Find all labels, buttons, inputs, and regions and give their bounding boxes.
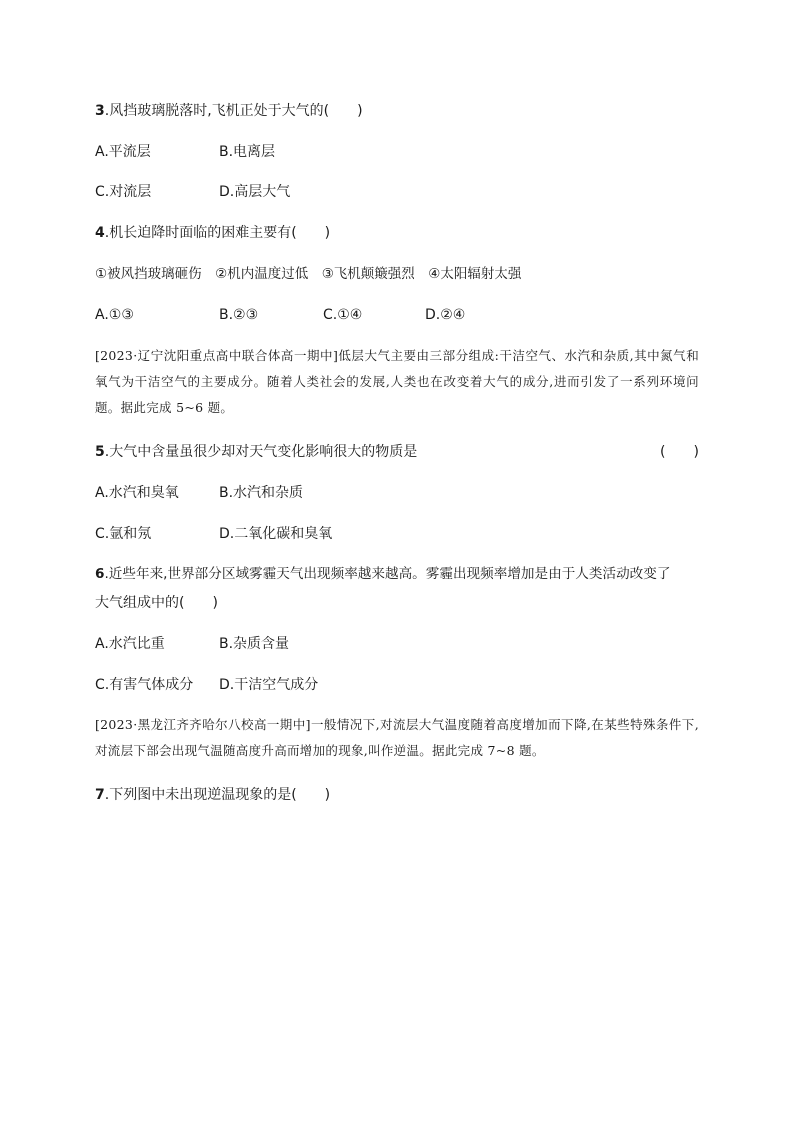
- q6-option-a: A.水汽比重: [95, 636, 165, 652]
- material-note-5-6: [2023·辽宁沈阳重点高中联合体高一期中]低层大气主要由三部分组成:干洁空气、水汽和杂质,其中氮气和氧气为干洁空气的主要成分。随着人类社会的发展,人类也在改变着大气的成分,进而引发了一系列环境问题。据此完成 5~6 题。: [95, 348, 699, 415]
- q4-option-d: D.②④: [425, 307, 466, 323]
- q4-option-a: A.①③: [95, 307, 134, 323]
- q4-option-c: C.①④: [323, 307, 363, 323]
- question-3-number: 3: [95, 103, 105, 119]
- q3-option-a: A.平流层: [95, 144, 151, 160]
- question-6-text-line2: 大气组成中的( ): [95, 595, 218, 611]
- question-6-number: 6: [95, 566, 105, 582]
- q5-option-a: A.水汽和臭氧: [95, 485, 179, 501]
- material-note-7-8: [2023·黑龙江齐齐哈尔八校高一期中]一般情况下,对流层大气温度随着高度增加而下降,在某些特殊条件下,对流层下部会出现气温随高度升高而增加的现象,叫作逆温。据此完成 7~8 题。: [95, 717, 699, 758]
- q4-statements: ①被风挡玻璃砸伤 ②机内温度过低 ③飞机颠簸强烈 ④太阳辐射太强: [95, 266, 522, 282]
- question-4-number: 4: [95, 225, 105, 241]
- q3-option-b: B.电离层: [219, 144, 276, 160]
- q5-option-b: B.水汽和杂质: [219, 485, 304, 501]
- q3-option-c: C.对流层: [95, 184, 152, 200]
- question-4-text: .机长迫降时面临的困难主要有( ): [104, 225, 331, 241]
- question-3: [95, 101, 363, 121]
- q5-option-c: C.氩和氖: [95, 526, 152, 542]
- question-6-text-line1: .近些年来,世界部分区域雾霾天气出现频率越来越高。雾霾出现频率增加是由于人类活动改变了: [104, 566, 671, 582]
- q6-option-d: D.干洁空气成分: [219, 677, 319, 693]
- q4-option-b: B.②③: [219, 307, 259, 323]
- question-3-text: .风挡玻璃脱落时,飞机正处于大气的( ): [104, 103, 363, 119]
- q5-option-d: D.二氧化碳和臭氧: [219, 526, 333, 542]
- question-7: [95, 785, 330, 805]
- question-5-number: 5: [95, 444, 105, 460]
- q6-option-b: B.杂质含量: [219, 636, 290, 652]
- question-4: [95, 223, 330, 243]
- q6-option-c: C.有害气体成分: [95, 677, 194, 693]
- q5-answer-paren: ( ): [660, 444, 699, 460]
- question-7-text: .下列图中未出现逆温现象的是( ): [104, 787, 331, 803]
- question-5-text: .大气中含量虽很少却对天气变化影响很大的物质是: [104, 444, 418, 460]
- question-5: [95, 442, 417, 462]
- question-6: [95, 564, 670, 584]
- q3-option-d: D.高层大气: [219, 184, 291, 200]
- question-7-number: 7: [95, 787, 105, 803]
